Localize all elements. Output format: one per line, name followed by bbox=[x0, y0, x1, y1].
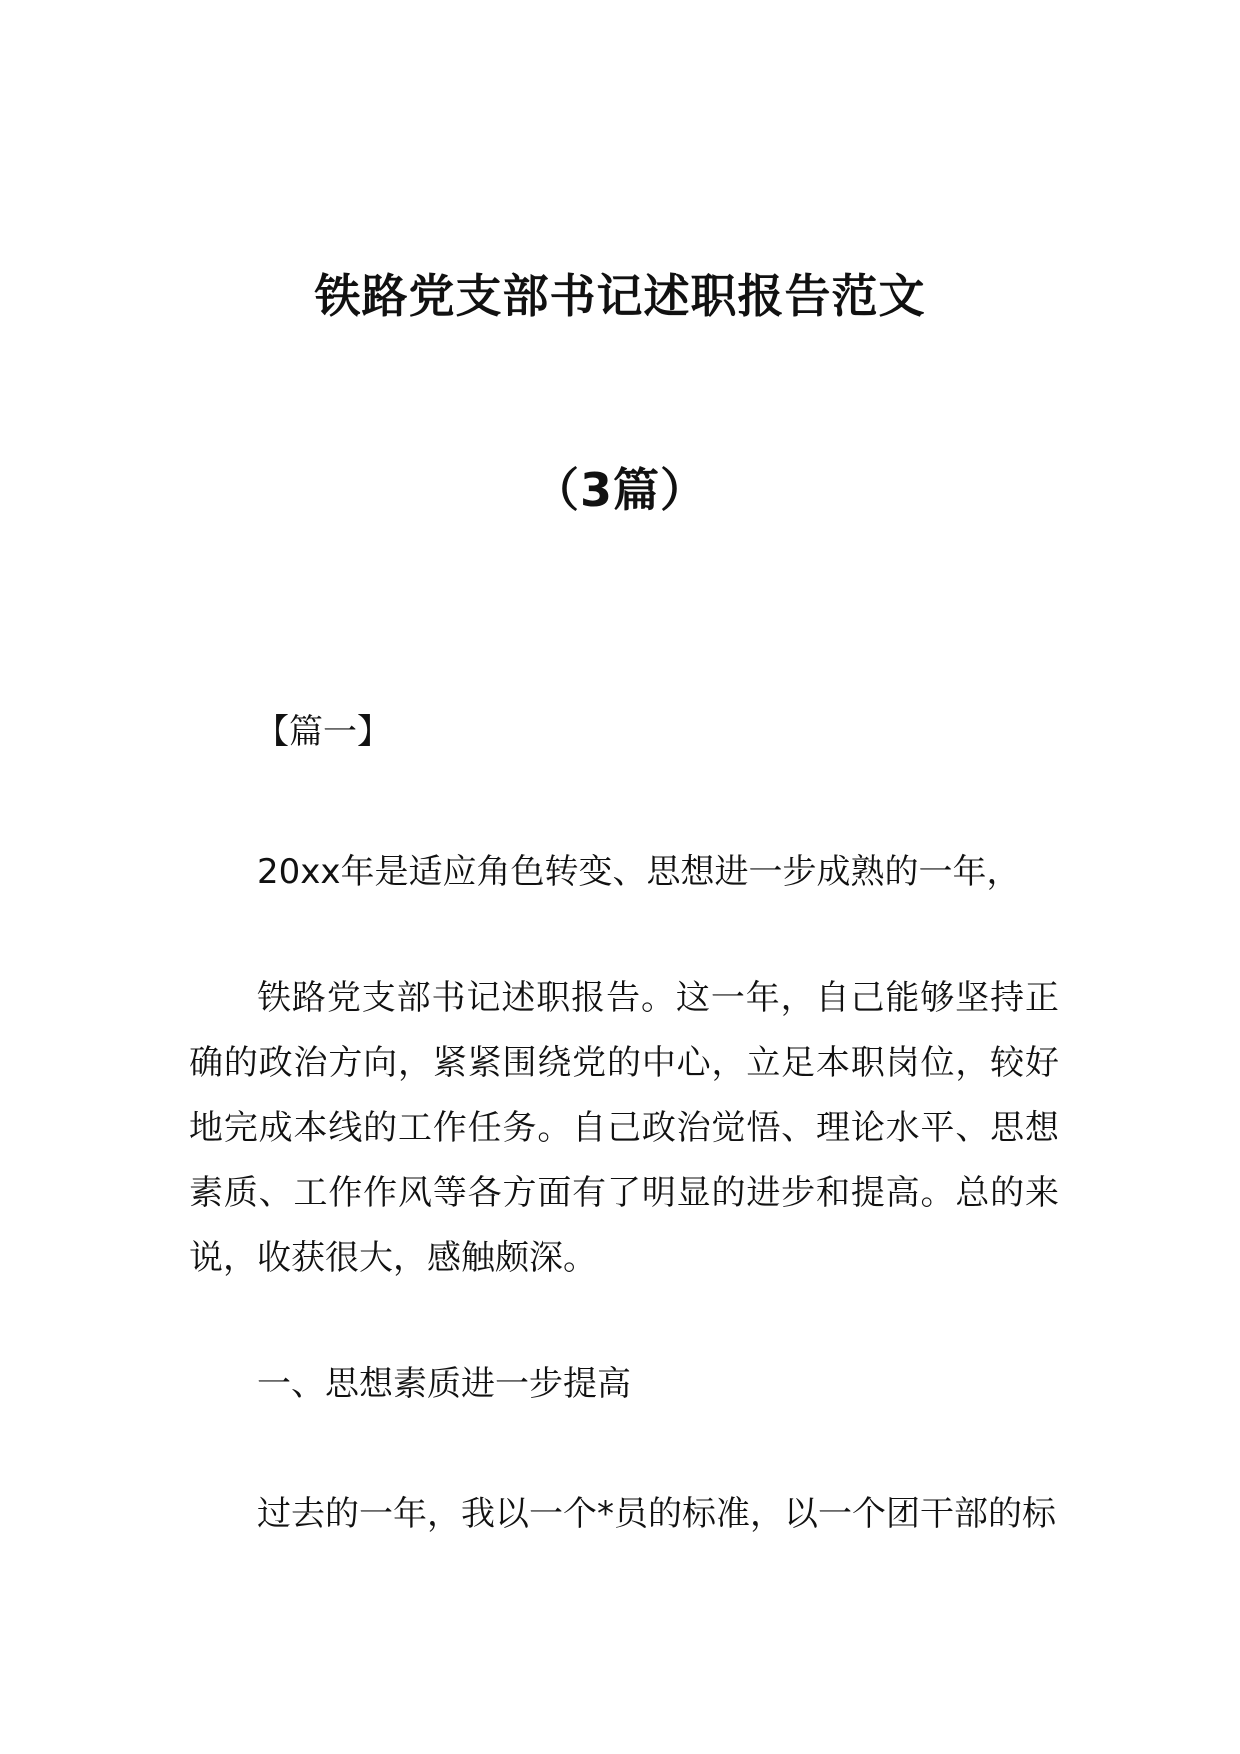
document-title: 铁路党支部书记述职报告范文 bbox=[314, 269, 926, 323]
paragraph-body: 铁路党支部书记述职报告。这一年，自己能够坚持正确的政治方向，紧紧围绕党的中心，立足本职岗位，较好地完成本线的工作任务。自己政治觉悟、理论水平、思想素质、工作作风等各方面有了明显的进步和提高。总的来说，收获很大，感触颇深。 bbox=[189, 978, 1059, 1278]
paragraph-body-wrapper bbox=[189, 966, 1059, 1291]
document-subtitle: （3篇） bbox=[532, 463, 707, 517]
section-label: 【篇一】 bbox=[255, 712, 391, 752]
section-heading-wrapper bbox=[189, 1352, 1059, 1417]
paragraph-intro-wrapper bbox=[189, 840, 1059, 905]
paragraph-intro: 20xx年是适应角色转变、思想进一步成熟的一年， bbox=[257, 852, 1021, 892]
paragraph-continuation-wrapper bbox=[189, 1482, 1059, 1547]
paragraph-continuation: 过去的一年，我以一个*员的标准，以一个团干部的标 bbox=[257, 1494, 1056, 1534]
section-heading: 一、思想素质进一步提高 bbox=[257, 1364, 631, 1404]
